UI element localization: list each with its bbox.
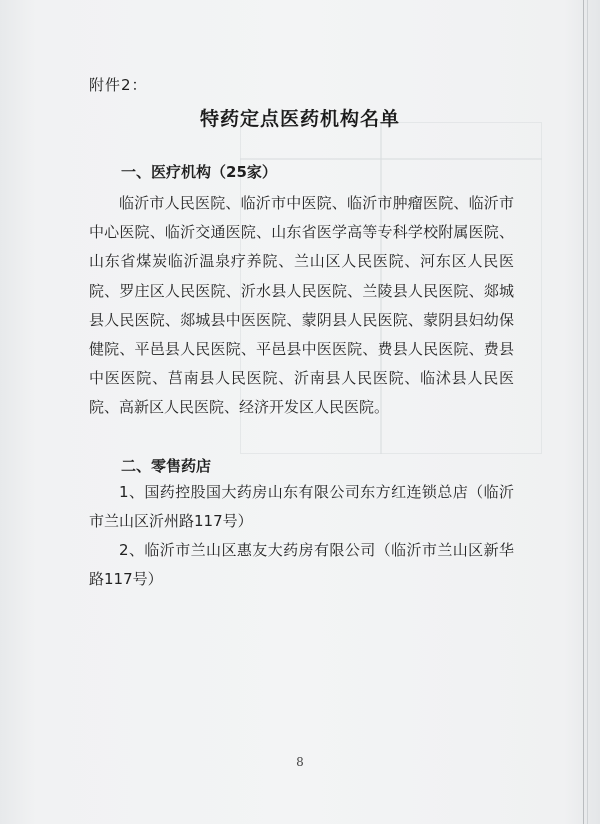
page-title: 特药定点医药机构名单: [199, 108, 400, 130]
page-number: 8: [296, 755, 304, 769]
medical-institutions-list: 临沂市人民医院、临沂市中医院、临沂市肿瘤医院、临沂市中心医院、临沂交通医院、山东省医学高等专科学校附属医院、山东省煤炭临沂温泉疗养院、兰山区人民医院、河东区人民医院、罗庄区人民医院、沂水县人民医院、兰陵县人民医院、郯城县人民医院、郯城县中医医院、蒙阴县人民医院、蒙阴县妇幼保健院、平邑县人民医院、平邑县中医医院、费县人民医院、费县中医医院、莒南县人民医院、沂南县人民医院、临沭县人民医院、高新区人民医院、经济开发区人民医院。: [89, 194, 514, 417]
attachment-label: 附件2：: [89, 76, 148, 94]
pharmacy-item-2: 2、临沂市兰山区惠友大药房有限公司（临沂市兰山区新华路117号）: [89, 541, 514, 589]
section-heading-retail-pharmacies: 二、零售药店: [121, 457, 212, 475]
section-heading-medical-institutions: 一、医疗机构（25家）: [121, 163, 277, 181]
pharmacy-item-1: 1、国药控股国大药房山东有限公司东方红连锁总店（临沂市兰山区沂州路117号）: [89, 483, 514, 531]
bleed-through-table-line: [240, 158, 542, 160]
